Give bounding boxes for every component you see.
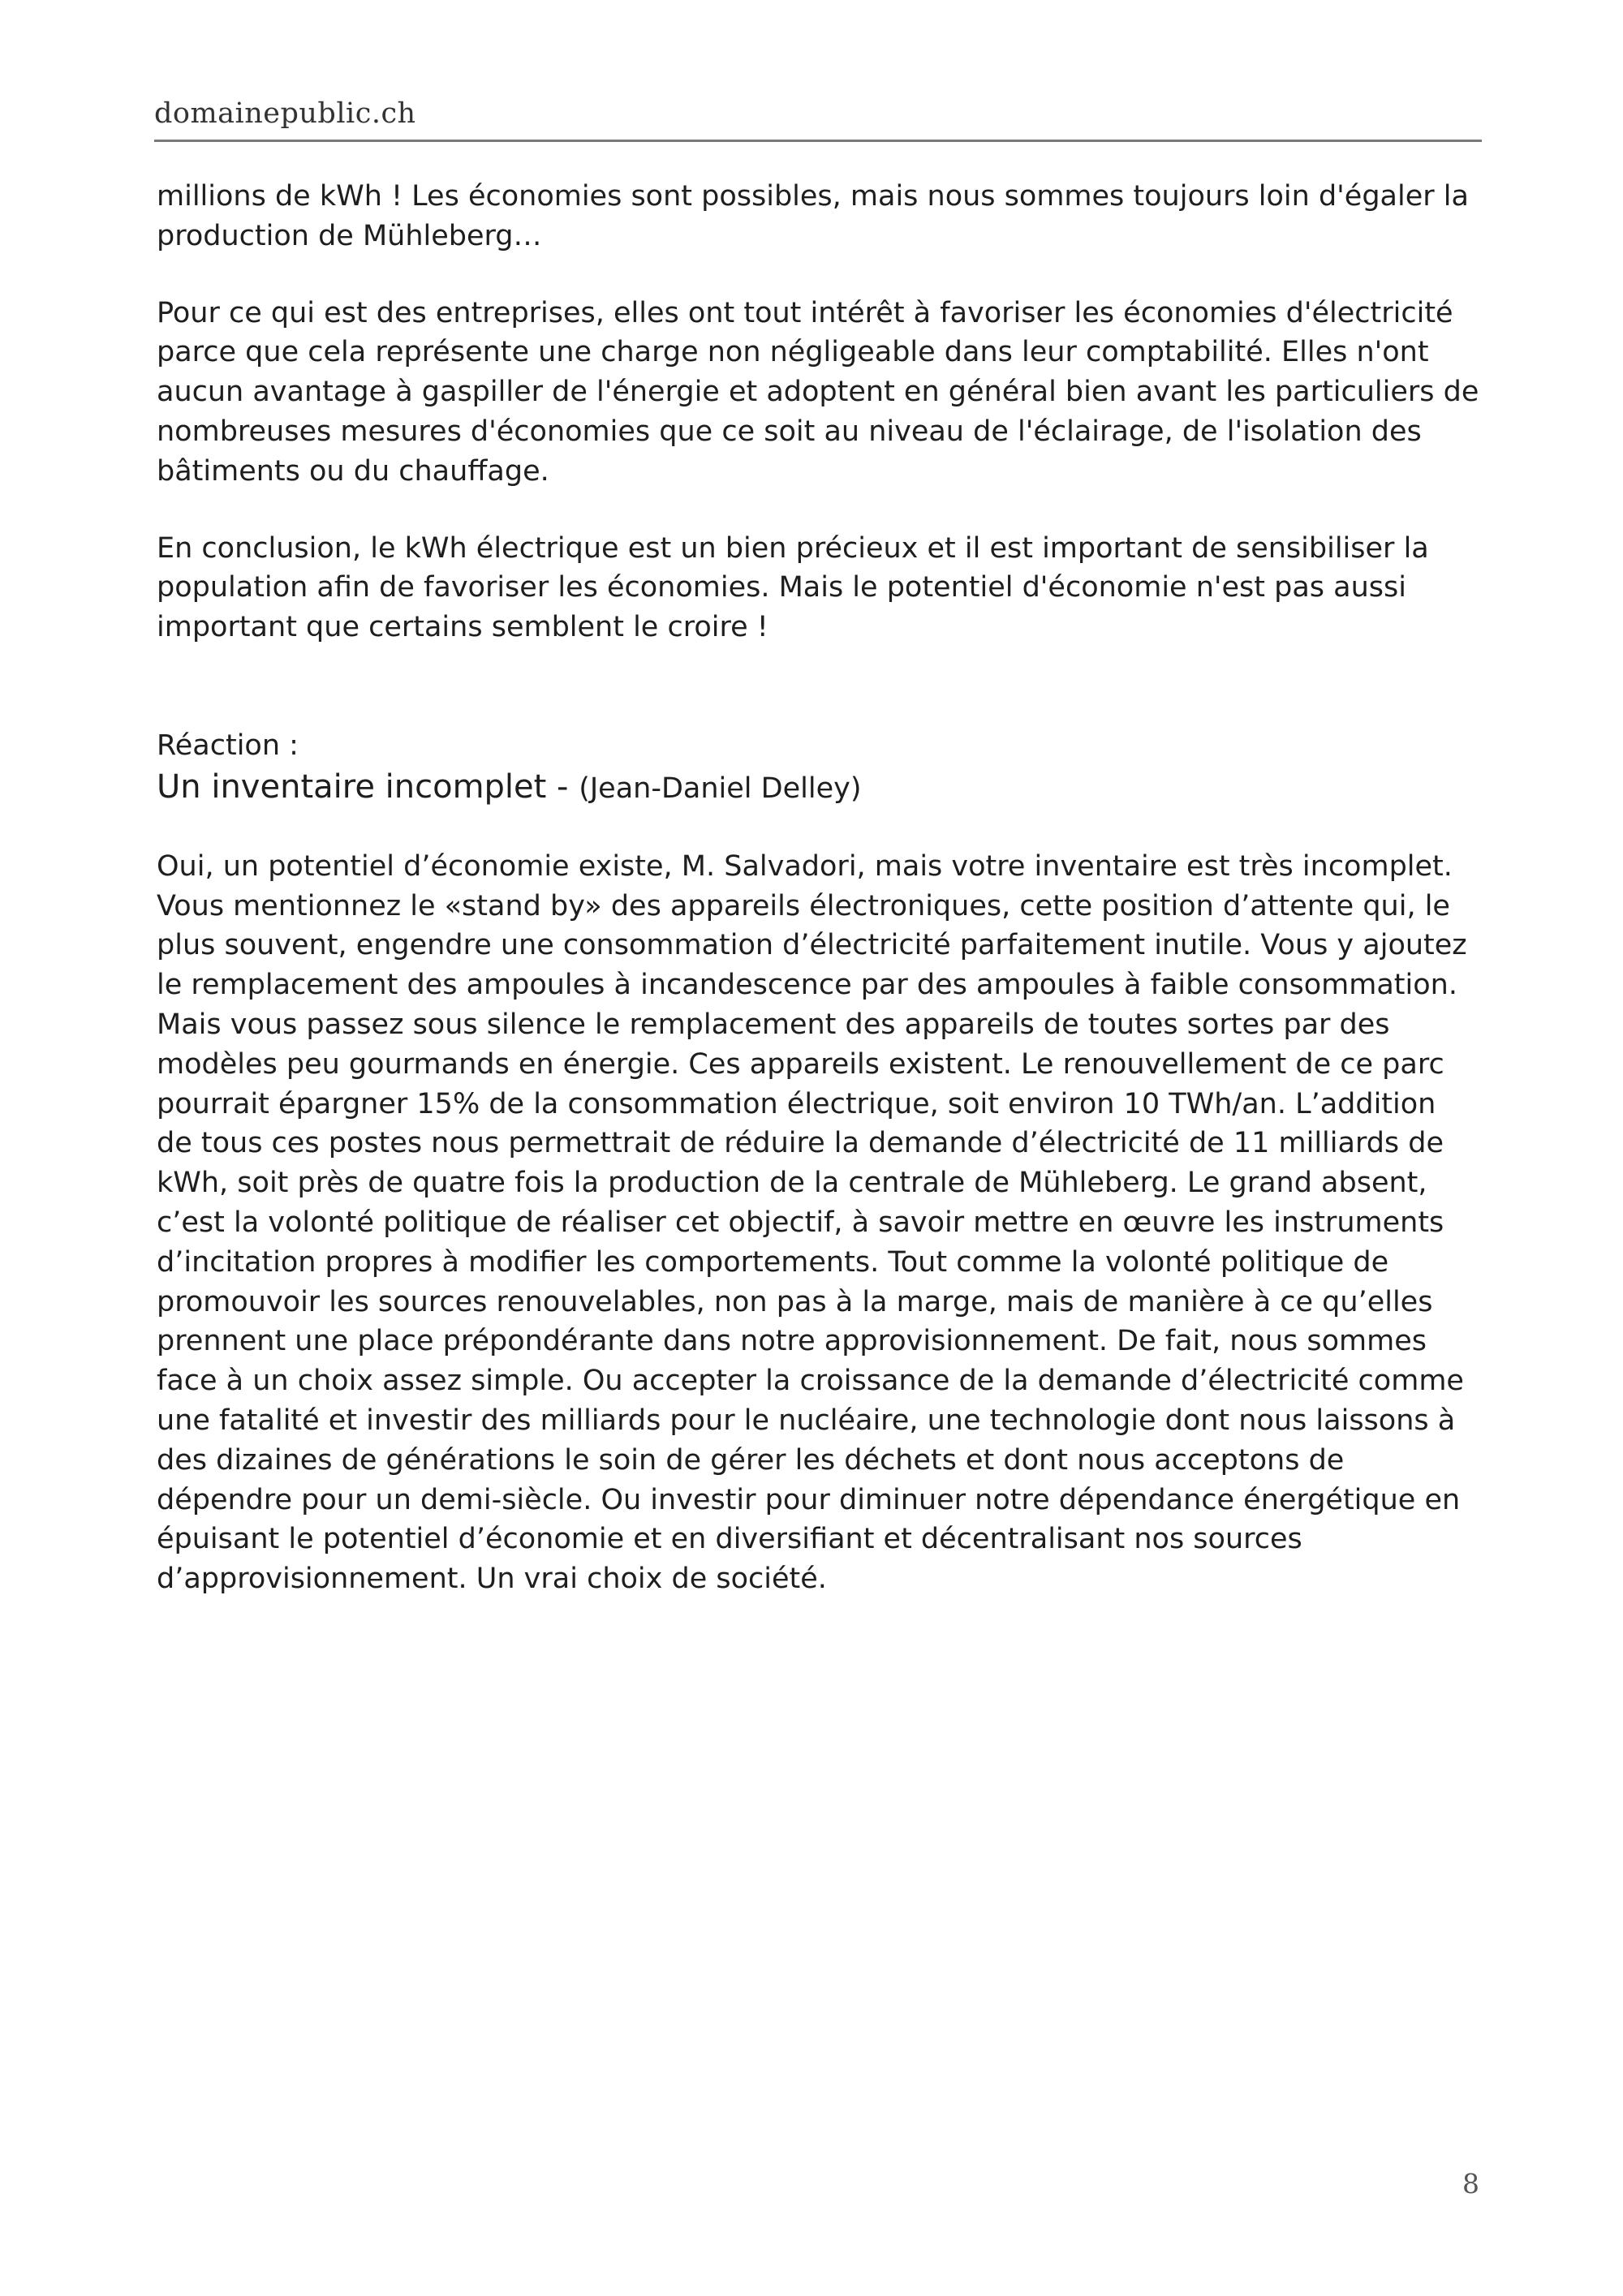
article-paragraph: Pour ce qui est des entreprises, elles ont tout intérêt à favoriser les économies d'électricité parce que cela représente une charge non négligeable dans leur comptabilité. Elles n'ont aucun avantage à gaspiller de l'énergie et adoptent en général bien avant les particuliers de nombreuses mesures d'économies que ce soit au niveau de l'éclairage, de l'isolation des bâtiments ou du chauffage. <box>157 296 1479 488</box>
site-name: domainepublic.ch <box>154 97 416 130</box>
article-content <box>157 177 1479 1636</box>
article-paragraph: millions de kWh ! Les économies sont possibles, mais nous sommes toujours loin d'égaler la production de Mühleberg… <box>157 180 1469 252</box>
reaction-label: Réaction : <box>157 729 299 762</box>
reaction-heading <box>157 766 1479 810</box>
reaction-author: (Jean-Daniel Delley) <box>579 772 862 805</box>
reaction-body: Oui, un potentiel d’économie existe, M. Salvadori, mais votre inventaire est très incomplet. Vous mentionnez le «stand by» des appareils électroniques, cette position d’attente qui, le plus souvent, engendre une consommation d’électricité parfaitement inutile. Vous y ajoutez le remplacement des ampoules à incandescence par des ampoules à faible consommation. Mais vous passez sous silence le remplacement des appareils de toutes sortes par des modèles peu gourmands en énergie. Ces appareils existent. Le renouvellement de ce parc pourrait épargner 15% de la consommation électrique, soit environ 10 TWh/an. L’addition de tous ces postes nous permettrait de réduire la demande d’électricité de 11 milliards de kWh, soit près de quatre fois la production de la centrale de Mühleberg. Le grand absent, c’est la volonté politique de réaliser cet objectif, à savoir mettre en œuvre les instruments d’incitation propres à modifier les comportements. Tout comme la volonté politique de promouvoir les sources renouvelables, non pas à la marge, mais de manière à ce qu’elles prennent une place prépondérante dans notre approvisionnement. De fait, nous sommes face à un choix assez simple. Ou accepter la croissance de la demande d’électricité comme une fatalité et investir des milliards pour le nucléaire, une technologie dont nous laissons à des dizaines de générations le soin de gérer les déchets et dont nous acceptons de dépendre pour un demi-siècle. Ou investir pour diminuer notre dépendance énergétique en épuisant le potentiel d’économie et en diversifiant et décentralisant nos sources d’approvisionnement. Un vrai choix de société. <box>157 849 1467 1596</box>
reaction-title: Un inventaire incomplet - <box>157 767 579 806</box>
article-paragraph: En conclusion, le kWh électrique est un bien précieux et il est important de sensibiliser la population afin de favoriser les économies. Mais le potentiel d'économie n'est pas aussi important que certains semblent le croire ! <box>157 531 1429 644</box>
page-header <box>154 96 1482 142</box>
page-number: 8 <box>1462 2168 1479 2199</box>
